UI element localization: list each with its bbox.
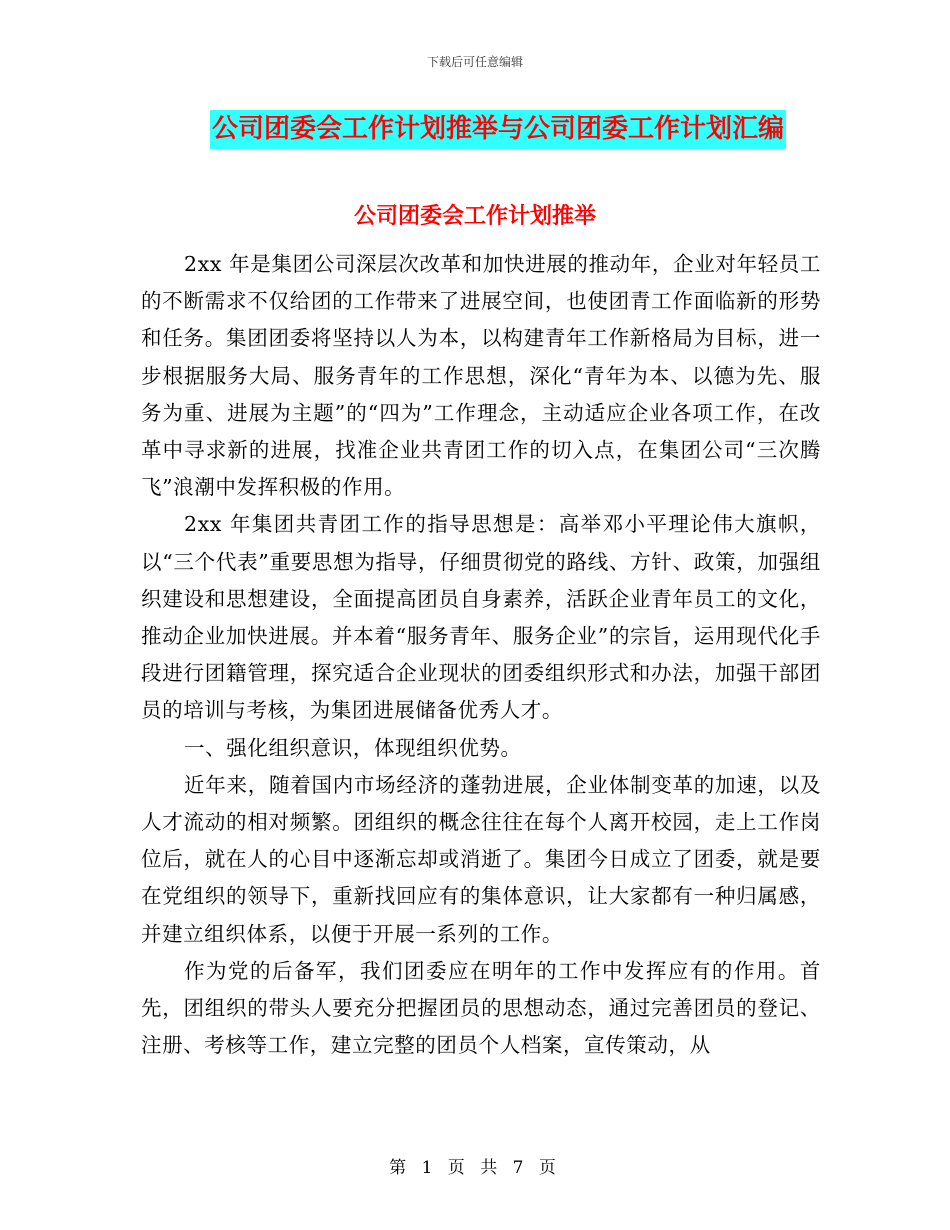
header-note: 下载后可任意编辑	[426, 55, 523, 69]
paragraph: 作为党的后备军，我们团委应在明年的工作中发挥应有的作用。首先，团组织的带头人要充分把握团员的思想动态，通过完善团员的登记、注册、考核等工作，建立完整的团员个人档案，宣传策动，从	[141, 958, 821, 1058]
document-title: 公司团委会工作计划推举与公司团委工作计划汇编	[210, 110, 786, 149]
paragraph: 2xx 年集团共青团工作的指导思想是：高举邓小平理论伟大旗帜，以“三个代表”重要思想为指导，仔细贯彻党的路线、方针、政策，加强组织建设和思想建设，全面提高团员自身素养，活跃企业青年员工的文化，推动企业加快进展。并本着“服务青年、服务企业”的宗旨，运用现代化手段进行团籍管理，探究适合企业现状的团委组织形式和办法，加强干部团员的培训与考核，为集团进展储备优秀人才。	[141, 512, 821, 723]
paragraph: 近年来，随着国内市场经济的蓬勃进展，企业体制变革的加速，以及人才流动的相对频繁。团组织的概念往往在每个人离开校园，走上工作岗位后，就在人的心目中逐渐忘却或消逝了。集团今日成立了团委，就是要在党组织的领导下，重新找回应有的集体意识，让大家都有一种归属感，并建立组织体系，以便于开展一系列的工作。	[141, 772, 821, 946]
document-body	[141, 246, 821, 1064]
section-title: 公司团委会工作计划推举	[353, 204, 596, 229]
section-heading: 一、强化组织意识，体现组织优势。	[184, 735, 522, 760]
main-title-wrap	[0, 110, 950, 149]
page-footer: 第 1 页 共 7 页	[389, 1158, 561, 1178]
paragraph: 2xx 年是集团公司深层次改革和加快进展的推动年，企业对年轻员工的不断需求不仅给团的工作带来了进展空间，也使团青工作面临新的形势和任务。集团团委将坚持以人为本，以构建青年工作新格局为目标，进一步根据服务大局、服务青年的工作思想，深化“青年为本、以德为先、服务为重、进展为主题”的“四为”工作理念，主动适应企业各项工作，在改革中寻求新的进展，找准企业共青团工作的切入点，在集团公司“三次腾飞”浪潮中发挥积极的作用。	[141, 252, 821, 500]
